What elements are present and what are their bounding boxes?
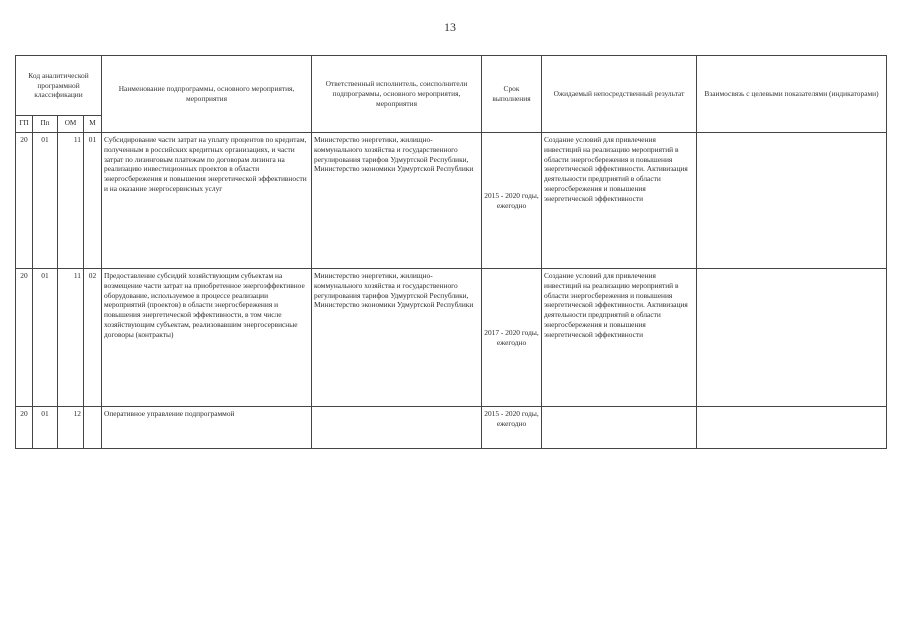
cell-term: 2015 - 2020 годы, ежегодно (482, 407, 542, 449)
table-row (16, 269, 887, 407)
cell-om: 11 (58, 133, 84, 269)
header-row (16, 56, 887, 116)
cell-link (697, 133, 887, 269)
cell-name: Субсидирование части затрат на уплату процентов по кредитам, полученным в российских кредитных организациях, и части затрат по лизинговым платежам по договорам лизинга на реализацию инвестиционных проектов в области энергосбережения и повышения энергетической эффективности и на оказание энергосервисных услуг (102, 133, 312, 269)
cell-gp: 20 (16, 407, 33, 449)
cell-pp: 01 (33, 407, 58, 449)
cell-om: 11 (58, 269, 84, 407)
header-responsible: Ответственный исполнитель, соисполнители подпрограммы, основного мероприятия, мероприятия (312, 56, 482, 133)
header-code-m: М (84, 116, 102, 133)
cell-m: 01 (84, 133, 102, 269)
header-result: Ожидаемый непосредственный результат (542, 56, 697, 133)
page-number: 13 (444, 20, 456, 34)
cell-name: Предоставление субсидий хозяйствующим субъектам на возмещение части затрат на приобретенное энергоэффективное оборудование, используемое в процессе реализации мероприятий (проектов) в области энергосбережения и повышения энергетической эффективности, в том числе хозяйствующим субъектам, реализовавшим энергосервисные договоры (контракты) (102, 269, 312, 407)
cell-responsible (312, 407, 482, 449)
cell-gp: 20 (16, 269, 33, 407)
cell-result: Создание условий для привлечения инвестиций на реализацию мероприятий в области энергосбережения и повышения энергетической эффективности. Активизация деятельности предприятий в области энергосбережения и повышения энергетической эффективности (542, 269, 697, 407)
cell-m: 02 (84, 269, 102, 407)
cell-link (697, 407, 887, 449)
cell-link (697, 269, 887, 407)
table-row (16, 133, 887, 269)
header-term: Срок выполнения (482, 56, 542, 133)
cell-gp: 20 (16, 133, 33, 269)
cell-pp: 01 (33, 133, 58, 269)
header-link: Взаимосвязь с целевыми показателями (индикаторами) (697, 56, 887, 133)
cell-m (84, 407, 102, 449)
program-table (15, 55, 887, 449)
cell-name: Оперативное управление подпрограммой (102, 407, 312, 449)
cell-responsible: Министерство энергетики, жилищно-коммунального хозяйства и государственного регулирования тарифов Удмуртской Республики, Министерство экономики Удмуртской Республики (312, 269, 482, 407)
cell-pp: 01 (33, 269, 58, 407)
table-row (16, 407, 887, 449)
cell-result (542, 407, 697, 449)
cell-responsible: Министерство энергетики, жилищно-коммунального хозяйства и государственного регулирования тарифов Удмуртской Республики, Министерство экономики Удмуртской Республики (312, 133, 482, 269)
cell-result: Создание условий для привлечения инвестиций на реализацию мероприятий в области энергосбережения и повышения энергетической эффективности. Активизация деятельности предприятий в области энергосбережения и повышения энергетической эффективности (542, 133, 697, 269)
cell-term: 2015 - 2020 годы, ежегодно (482, 133, 542, 269)
cell-om: 12 (58, 407, 84, 449)
header-code-pp: Пп (33, 116, 58, 133)
header-code-gp: ГП (16, 116, 33, 133)
cell-term: 2017 - 2020 годы, ежегодно (482, 269, 542, 407)
header-code: Код аналитической программной классификации (16, 56, 102, 116)
header-name: Наименование подпрограммы, основного мероприятия, мероприятия (102, 56, 312, 133)
header-code-om: ОМ (58, 116, 84, 133)
